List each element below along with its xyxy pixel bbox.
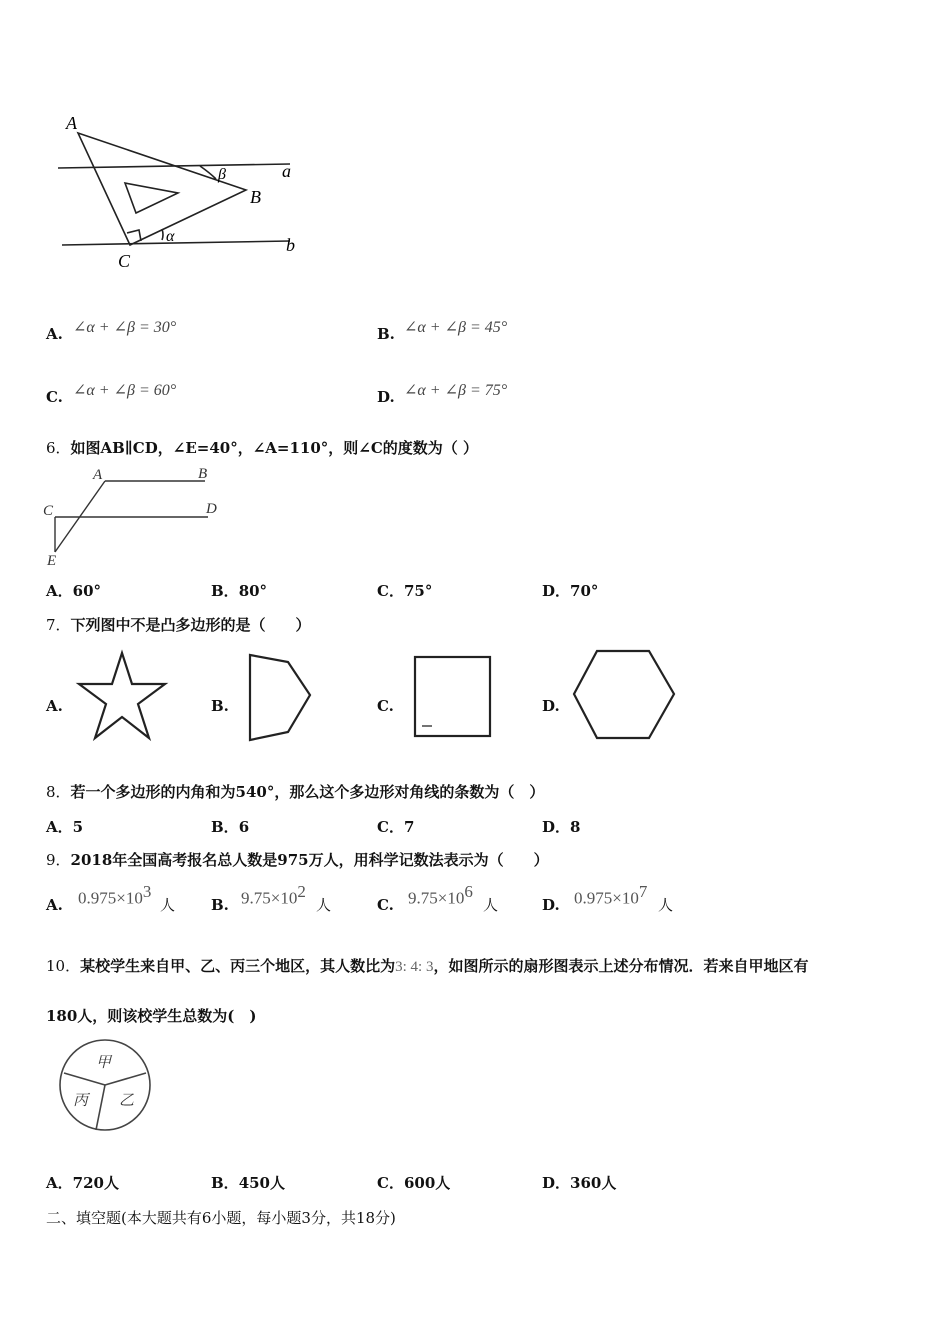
q8-option-b[interactable]: [211, 816, 249, 837]
question-number: 6．: [46, 439, 71, 457]
q9-option-a-value: [78, 882, 151, 908]
q8-option-d[interactable]: [542, 816, 580, 837]
option-letter: D．: [542, 582, 571, 600]
q9-option-d-unit: 人: [658, 896, 674, 914]
inner-triangle: [125, 183, 178, 213]
sci-exponent: 7: [638, 882, 648, 901]
q8-stem: [46, 781, 544, 802]
q5-option-b[interactable]: [377, 325, 395, 343]
option-letter: A．: [46, 1174, 73, 1192]
q5-figure: [50, 105, 310, 275]
q5-option-b-text: ∠α + ∠β = 45°: [404, 319, 508, 336]
q7-option-a[interactable]: A.: [46, 697, 63, 715]
square-shape[interactable]: [410, 652, 496, 742]
line-b: [62, 241, 290, 245]
q9-option-d[interactable]: [542, 896, 560, 914]
option-text: 70°: [570, 582, 599, 600]
q6-option-a[interactable]: [46, 580, 101, 601]
q7-stem: [46, 614, 311, 635]
option-letter: C．: [377, 1174, 404, 1192]
q8-option-c[interactable]: [377, 816, 414, 837]
sci-exponent: 2: [297, 882, 306, 901]
alpha-arc: [162, 229, 163, 240]
option-letter: A．: [46, 818, 73, 836]
question-text: 如图AB∥CD，∠E=40°，∠A=110°，则∠C的度数为（ ）: [70, 439, 479, 457]
question-text: 某校学生来自甲、乙、丙三个地区，其人数比为: [80, 957, 396, 975]
question-text: 下列图中不是凸多边形的是（ ）: [70, 616, 311, 634]
label-A: A: [93, 467, 103, 483]
sci-base: 9.75×10: [408, 888, 465, 908]
question-text: 若一个多边形的内角和为540°，那么这个多边形对角线的条数为（ ）: [70, 783, 545, 801]
pie-label-yi: 乙: [119, 1093, 135, 1109]
question-number: 8．: [46, 783, 71, 801]
q5-option-a-text: ∠α + ∠β = 30°: [73, 319, 177, 336]
q6-stem: [46, 437, 478, 458]
sci-exponent: 3: [142, 882, 152, 901]
sci-base: 0.975×10: [574, 888, 639, 908]
q10-option-d[interactable]: [542, 1172, 616, 1193]
q9-option-a[interactable]: [46, 896, 63, 914]
option-letter: A．: [46, 582, 73, 600]
option-letter: A.: [46, 896, 63, 914]
option-letter: A.: [46, 325, 63, 343]
q9-option-b[interactable]: [211, 896, 229, 914]
q10-option-c[interactable]: [377, 1172, 450, 1193]
option-letter: C.: [46, 388, 63, 406]
sci-base: 9.75×10: [241, 888, 298, 908]
q7-option-d[interactable]: D.: [542, 697, 560, 715]
question-number: 10．: [46, 957, 81, 975]
q7-option-b[interactable]: B.: [211, 697, 229, 715]
question-number: 7．: [46, 616, 71, 634]
option-letter: C．: [377, 818, 404, 836]
pie-label-jia: 甲: [96, 1055, 112, 1071]
q6-option-c[interactable]: [377, 580, 432, 601]
option-letter: B.: [377, 325, 395, 343]
right-angle-mark: [127, 230, 141, 241]
q9-stem: [46, 849, 549, 870]
hexagon-shape[interactable]: [570, 645, 680, 745]
label-C: C: [118, 251, 131, 271]
section-title: 二、填空题(本大题共有6小题，每小题3分，共18分): [46, 1209, 396, 1227]
question-number: 9．: [46, 851, 71, 869]
option-text: 7: [403, 818, 415, 836]
q5-option-c-text: ∠α + ∠β = 60°: [73, 382, 177, 399]
q9-option-b-unit: 人: [316, 896, 332, 914]
option-letter: B．: [211, 818, 239, 836]
q9-option-c-value: [408, 882, 473, 908]
label-E: E: [47, 553, 57, 569]
q5-option-d[interactable]: [377, 388, 395, 406]
q5-option-c[interactable]: [46, 388, 63, 406]
option-letter: D．: [542, 1174, 571, 1192]
q10-option-a[interactable]: [46, 1172, 119, 1193]
option-letter: B.: [211, 896, 229, 914]
option-text: 450人: [238, 1174, 285, 1192]
q10-option-b[interactable]: [211, 1172, 285, 1193]
label-A: A: [66, 113, 77, 133]
q9-option-d-value: [574, 882, 647, 908]
sci-exponent: 6: [464, 882, 473, 901]
option-text: 60°: [72, 582, 102, 600]
option-text: 720人: [72, 1174, 119, 1192]
option-letter: D.: [542, 896, 560, 914]
pie-label-bing: 丙: [73, 1093, 89, 1109]
q10-pie-figure: [55, 1037, 155, 1137]
q9-option-c[interactable]: [377, 896, 394, 914]
option-letter: B．: [211, 582, 239, 600]
q5-option-a[interactable]: [46, 325, 63, 343]
option-letter: D．: [542, 818, 571, 836]
option-text: 8: [570, 818, 581, 836]
triangle-abc: [78, 133, 246, 245]
option-text: 5: [72, 818, 84, 836]
q9-option-c-unit: 人: [483, 896, 499, 914]
label-C: C: [43, 503, 54, 519]
star-shape[interactable]: [74, 648, 170, 744]
option-text: 80°: [238, 582, 268, 600]
label-b: b: [286, 235, 295, 255]
q5-option-d-text: ∠α + ∠β = 75°: [404, 382, 508, 399]
question-text: 2018年全国高考报名总人数是975万人，用科学记数法表示为（ ）: [70, 851, 549, 869]
option-letter: D.: [377, 388, 395, 406]
q10-stem-line1: [46, 955, 808, 976]
label-B: B: [250, 187, 261, 207]
label-beta: β: [218, 166, 226, 183]
q7-option-c[interactable]: C.: [377, 697, 394, 715]
option-text: 600人: [403, 1174, 451, 1192]
option-text: 6: [238, 818, 250, 836]
option-letter: C．: [377, 582, 404, 600]
ratio-value: 3: 4: 3: [395, 959, 434, 975]
option-letter: C.: [377, 896, 394, 914]
sci-base: 0.975×10: [78, 888, 143, 908]
q9-option-a-unit: 人: [160, 896, 176, 914]
option-text: 75°: [403, 582, 433, 600]
option-text: 360人: [570, 1174, 617, 1192]
label-a: a: [282, 161, 291, 181]
label-alpha: α: [166, 228, 175, 245]
q6-option-b[interactable]: [211, 580, 267, 601]
pentagon-shape[interactable]: [245, 652, 315, 744]
q6-figure: [40, 462, 230, 572]
label-B: B: [198, 466, 208, 482]
question-text-cont: ，如图所示的扇形图表示上述分布情况．若来自甲地区有: [433, 957, 809, 975]
option-letter: B．: [211, 1174, 239, 1192]
label-D: D: [206, 501, 217, 517]
q10-stem-line2: 180人，则该校学生总数为( ): [46, 1007, 257, 1025]
q6-option-d[interactable]: [542, 580, 598, 601]
q8-option-a[interactable]: [46, 816, 83, 837]
q9-option-b-value: [241, 882, 306, 908]
